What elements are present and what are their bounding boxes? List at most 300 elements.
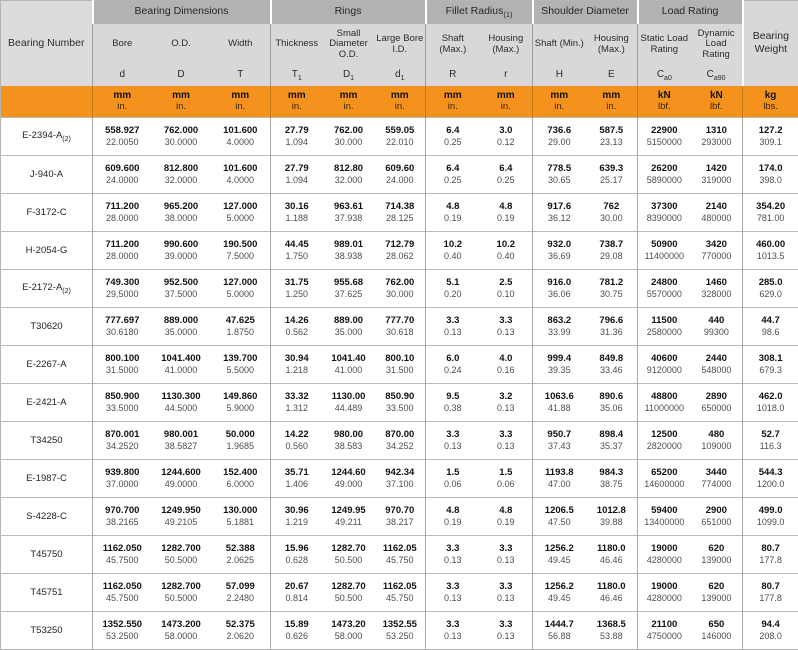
- metric-value: 850.900: [93, 391, 152, 403]
- inch-value: 33.5000: [93, 403, 152, 414]
- metric-value: 898.4: [586, 429, 638, 441]
- metric-value: 44.7: [743, 315, 798, 327]
- table-row: [1, 384, 798, 422]
- metric-value: 33.32: [271, 391, 323, 403]
- metric-value: 711.200: [93, 201, 152, 213]
- value-cell: [533, 574, 586, 612]
- inch-value: 35.37: [586, 441, 638, 452]
- inch-value: 28.125: [375, 213, 426, 224]
- inch-value: 31.500: [375, 365, 426, 376]
- table-row: [1, 422, 798, 460]
- value-cell: [586, 460, 638, 498]
- inch-value: 49.45: [533, 555, 586, 566]
- metric-value: 139.700: [211, 353, 271, 365]
- inch-value: 56.88: [533, 631, 586, 642]
- metric-value: 714.38: [375, 201, 426, 213]
- metric-value: 1282.700: [152, 543, 211, 555]
- value-cell: [271, 308, 323, 346]
- inch-value: 0.13: [480, 403, 533, 414]
- value-cell: [211, 384, 271, 422]
- inch-value: 650000: [691, 403, 743, 414]
- inch-value: 1013.5: [743, 251, 798, 262]
- inch-value: 30.00: [586, 213, 638, 224]
- value-cell: [480, 536, 533, 574]
- inch-value: 47.00: [533, 479, 586, 490]
- value-cell: [426, 232, 480, 270]
- inch-value: 319000: [691, 175, 743, 186]
- inch-value: 11400000: [638, 251, 691, 262]
- inch-value: 31.36: [586, 327, 638, 338]
- metric-value: 712.79: [375, 239, 426, 251]
- inch-value: 480000: [691, 213, 743, 224]
- inch-value: 50.5000: [152, 593, 211, 604]
- inch-value: 5890000: [638, 175, 691, 186]
- metric-value: 1162.050: [93, 581, 152, 593]
- metric-value: 639.3: [586, 163, 638, 175]
- value-cell: [743, 384, 798, 422]
- value-cell: [211, 460, 271, 498]
- inch-value: 33.500: [375, 403, 426, 414]
- value-cell: [93, 118, 152, 156]
- value-cell: [638, 156, 691, 194]
- metric-value: 26200: [638, 163, 691, 175]
- value-cell: [323, 498, 375, 536]
- metric-value: 3.3: [480, 581, 533, 593]
- inch-value: 4280000: [638, 593, 691, 604]
- inch-value: 38.583: [323, 441, 375, 452]
- bearing-number-text: J-940-A: [30, 169, 63, 180]
- inch-value: 398.0: [743, 175, 798, 186]
- symbol-R: R: [426, 66, 480, 86]
- metric-value: 980.00: [323, 429, 375, 441]
- inch-value: 1.312: [271, 403, 323, 414]
- value-cell: [533, 156, 586, 194]
- inch-value: 50.5000: [152, 555, 211, 566]
- metric-value: 1473.20: [323, 619, 375, 631]
- metric-value: 932.0: [533, 239, 586, 251]
- metric-value: 1180.0: [586, 543, 638, 555]
- col-header-width: Width: [211, 24, 271, 66]
- metric-value: 40600: [638, 353, 691, 365]
- symbol-r: r: [480, 66, 533, 86]
- value-cell: [638, 536, 691, 574]
- value-cell: [271, 118, 323, 156]
- inch-value: 34.252: [375, 441, 426, 452]
- value-cell: [93, 574, 152, 612]
- value-cell: [426, 612, 480, 650]
- inch-value: 33.99: [533, 327, 586, 338]
- bearing-number-text: T30620: [30, 321, 62, 332]
- value-cell: [93, 536, 152, 574]
- col-header-dynamic-load: Dynamic Load Rating: [691, 24, 743, 66]
- metric-value: 559.05: [375, 125, 426, 137]
- metric-value: 1460: [691, 277, 743, 289]
- value-cell: [323, 612, 375, 650]
- metric-value: 3.2: [480, 391, 533, 403]
- metric-value: 738.7: [586, 239, 638, 251]
- inch-value: 548000: [691, 365, 743, 376]
- col-header-housing-max-e: Housing (Max.): [586, 24, 638, 66]
- bearing-number-text: T45751: [30, 587, 62, 598]
- inch-value: 0.13: [426, 555, 480, 566]
- value-cell: [586, 574, 638, 612]
- metric-value: 990.600: [152, 239, 211, 251]
- unit-cell: kN lbf.: [638, 86, 691, 118]
- metric-value: 27.79: [271, 163, 323, 175]
- table-row: [1, 460, 798, 498]
- inch-value: 24.000: [375, 175, 426, 186]
- metric-value: 916.0: [533, 277, 586, 289]
- table-row: [1, 156, 798, 194]
- metric-value: 149.860: [211, 391, 271, 403]
- value-cell: [743, 270, 798, 308]
- inch-value: 0.20: [426, 289, 480, 300]
- group-label: Load Rating: [662, 5, 719, 17]
- inch-value: 293000: [691, 137, 743, 148]
- symbol-row: [1, 66, 798, 86]
- unit-cell: mm in.: [533, 86, 586, 118]
- unit-cell: mm in.: [323, 86, 375, 118]
- inch-value: 0.16: [480, 365, 533, 376]
- unit-cell: mm in.: [211, 86, 271, 118]
- inch-value: 35.06: [586, 403, 638, 414]
- value-cell: [586, 308, 638, 346]
- group-header-fillet-radius: [426, 1, 533, 24]
- inch-value: 1.750: [271, 251, 323, 262]
- metric-value: 3.0: [480, 125, 533, 137]
- value-cell: [426, 384, 480, 422]
- inch-value: 1.406: [271, 479, 323, 490]
- value-cell: [480, 194, 533, 232]
- inch-value: 22.010: [375, 137, 426, 148]
- inch-value: 5.5000: [211, 365, 271, 376]
- bearing-number-footnote: (2): [62, 136, 71, 143]
- metric-value: 781.2: [586, 277, 638, 289]
- value-cell: [691, 384, 743, 422]
- metric-value: 1162.05: [375, 543, 426, 555]
- inch-value: 1.219: [271, 517, 323, 528]
- inch-value: 32.000: [323, 175, 375, 186]
- metric-value: 1130.300: [152, 391, 211, 403]
- value-cell: [480, 498, 533, 536]
- value-cell: [152, 422, 211, 460]
- inch-value: 0.19: [426, 213, 480, 224]
- bearing-number-cell: [1, 346, 93, 384]
- metric-value: 1012.8: [586, 505, 638, 517]
- value-cell: [426, 194, 480, 232]
- value-cell: [152, 270, 211, 308]
- inch-value: 11000000: [638, 403, 691, 414]
- value-cell: [211, 232, 271, 270]
- value-cell: [152, 118, 211, 156]
- metric-value: 24800: [638, 277, 691, 289]
- metric-value: 3.3: [426, 619, 480, 631]
- metric-value: 1063.6: [533, 391, 586, 403]
- value-cell: [480, 270, 533, 308]
- metric-value: 3.3: [480, 543, 533, 555]
- unit-cell: mm in.: [426, 86, 480, 118]
- value-cell: [211, 612, 271, 650]
- table-row: [1, 270, 798, 308]
- inch-value: 30.6180: [93, 327, 152, 338]
- metric-value: 30.96: [271, 505, 323, 517]
- inch-value: 30.75: [586, 289, 638, 300]
- col-header-shaft-min: Shaft (Min.): [533, 24, 586, 66]
- inch-value: 5.0000: [211, 213, 271, 224]
- inch-value: 58.0000: [152, 631, 211, 642]
- inch-value: 2.0625: [211, 555, 271, 566]
- symbol-H: H: [533, 66, 586, 86]
- sub-header-row: [1, 24, 798, 66]
- metric-value: 127.2: [743, 125, 798, 137]
- metric-value: 955.68: [323, 277, 375, 289]
- metric-value: 1.5: [480, 467, 533, 479]
- value-cell: [480, 574, 533, 612]
- inch-value: 9120000: [638, 365, 691, 376]
- value-cell: [533, 422, 586, 460]
- value-cell: [533, 498, 586, 536]
- value-cell: [152, 536, 211, 574]
- metric-value: 6.0: [426, 353, 480, 365]
- inch-value: 30.000: [323, 137, 375, 148]
- inch-value: 14600000: [638, 479, 691, 490]
- value-cell: [375, 194, 426, 232]
- value-cell: [638, 118, 691, 156]
- inch-value: 5150000: [638, 137, 691, 148]
- inch-value: 0.19: [480, 517, 533, 528]
- table-row: [1, 498, 798, 536]
- metric-value: 1180.0: [586, 581, 638, 593]
- units-blank-cell: [1, 86, 93, 118]
- metric-value: 285.0: [743, 277, 798, 289]
- metric-value: 21100: [638, 619, 691, 631]
- value-cell: [152, 498, 211, 536]
- metric-value: 1352.55: [375, 619, 426, 631]
- metric-value: 10.2: [480, 239, 533, 251]
- group-header-bearing-dimensions: [93, 1, 271, 24]
- symbol-Ca90: $C_{a90}$: [691, 66, 743, 86]
- inch-value: 2.2480: [211, 593, 271, 604]
- table-row: [1, 118, 798, 156]
- value-cell: [480, 308, 533, 346]
- inch-value: 98.6: [743, 327, 798, 338]
- metric-value: 3420: [691, 239, 743, 251]
- inch-value: 38.2165: [93, 517, 152, 528]
- value-cell: [323, 308, 375, 346]
- value-cell: [375, 574, 426, 612]
- value-cell: [323, 270, 375, 308]
- metric-value: 609.60: [375, 163, 426, 175]
- value-cell: [375, 384, 426, 422]
- col-header-thickness: Thickness: [271, 24, 323, 66]
- value-cell: [93, 384, 152, 422]
- metric-value: 2900: [691, 505, 743, 517]
- value-cell: [211, 346, 271, 384]
- inch-value: 36.06: [533, 289, 586, 300]
- value-cell: [426, 422, 480, 460]
- inch-value: 24.0000: [93, 175, 152, 186]
- inch-value: 0.13: [480, 441, 533, 452]
- inch-value: 22.0050: [93, 137, 152, 148]
- value-cell: [93, 270, 152, 308]
- metric-value: 52.375: [211, 619, 271, 631]
- unit-cell: mm in.: [152, 86, 211, 118]
- value-cell: [638, 574, 691, 612]
- col-header-od: O.D.: [152, 24, 211, 66]
- group-header-load-rating: [638, 1, 743, 24]
- metric-value: 3.3: [426, 543, 480, 555]
- value-cell: [211, 498, 271, 536]
- value-cell: [691, 536, 743, 574]
- inch-value: 49.0000: [152, 479, 211, 490]
- inch-value: 0.628: [271, 555, 323, 566]
- value-cell: [480, 422, 533, 460]
- bearing-number-cell: [1, 270, 93, 308]
- value-cell: [691, 308, 743, 346]
- value-cell: [426, 270, 480, 308]
- inch-value: 37.625: [323, 289, 375, 300]
- metric-value: 952.500: [152, 277, 211, 289]
- inch-value: 1.094: [271, 175, 323, 186]
- metric-value: 1473.200: [152, 619, 211, 631]
- bearing-number-text: E-2394-A: [22, 130, 62, 141]
- symbol-T: T: [211, 66, 271, 86]
- inch-value: 1.188: [271, 213, 323, 224]
- inch-value: 0.19: [426, 517, 480, 528]
- metric-value: 620: [691, 543, 743, 555]
- inch-value: 0.40: [426, 251, 480, 262]
- metric-value: 499.0: [743, 505, 798, 517]
- value-cell: [533, 194, 586, 232]
- inch-value: 37.5000: [152, 289, 211, 300]
- metric-value: 1041.40: [323, 353, 375, 365]
- value-cell: [211, 308, 271, 346]
- metric-value: 6.4: [480, 163, 533, 175]
- value-cell: [586, 612, 638, 650]
- metric-value: 3.3: [480, 429, 533, 441]
- value-cell: [211, 270, 271, 308]
- value-cell: [375, 422, 426, 460]
- metric-value: 889.000: [152, 315, 211, 327]
- inch-value: 139000: [691, 555, 743, 566]
- metric-value: 14.26: [271, 315, 323, 327]
- metric-value: 1244.60: [323, 467, 375, 479]
- metric-value: 558.927: [93, 125, 152, 137]
- value-cell: [271, 156, 323, 194]
- unit-cell: mm in.: [480, 86, 533, 118]
- inch-value: 1.8750: [211, 327, 271, 338]
- metric-value: 1162.05: [375, 581, 426, 593]
- value-cell: [638, 460, 691, 498]
- table-row: [1, 346, 798, 384]
- inch-value: 53.250: [375, 631, 426, 642]
- value-cell: [375, 156, 426, 194]
- value-cell: [426, 156, 480, 194]
- metric-value: 2440: [691, 353, 743, 365]
- inch-value: 53.2500: [93, 631, 152, 642]
- value-cell: [375, 346, 426, 384]
- bearing-number-text: T45750: [30, 549, 62, 560]
- inch-value: 0.13: [426, 327, 480, 338]
- metric-value: 4.8: [426, 505, 480, 517]
- metric-value: 27.79: [271, 125, 323, 137]
- value-cell: [638, 346, 691, 384]
- inch-value: 0.10: [480, 289, 533, 300]
- metric-value: 970.700: [93, 505, 152, 517]
- table-row: [1, 194, 798, 232]
- inch-value: 29.5000: [93, 289, 152, 300]
- metric-value: 101.600: [211, 163, 271, 175]
- value-cell: [271, 346, 323, 384]
- metric-value: 1193.8: [533, 467, 586, 479]
- bearing-number-text: T34250: [30, 435, 62, 446]
- metric-value: 30.94: [271, 353, 323, 365]
- metric-value: 762: [586, 201, 638, 213]
- col-header-housing-max-r: Housing (Max.): [480, 24, 533, 66]
- inch-value: 36.69: [533, 251, 586, 262]
- metric-value: 762.00: [323, 125, 375, 137]
- value-cell: [271, 270, 323, 308]
- value-cell: [93, 498, 152, 536]
- metric-value: 19000: [638, 543, 691, 555]
- value-cell: [271, 232, 323, 270]
- inch-value: 309.1: [743, 137, 798, 148]
- inch-value: 651000: [691, 517, 743, 528]
- metric-value: 354.20: [743, 201, 798, 213]
- inch-value: 0.13: [480, 327, 533, 338]
- metric-value: 130.000: [211, 505, 271, 517]
- value-cell: [323, 536, 375, 574]
- metric-value: 963.61: [323, 201, 375, 213]
- metric-value: 1444.7: [533, 619, 586, 631]
- inch-value: 31.5000: [93, 365, 152, 376]
- value-cell: [375, 498, 426, 536]
- value-cell: [743, 346, 798, 384]
- bearing-number-cell: [1, 422, 93, 460]
- inch-value: 28.062: [375, 251, 426, 262]
- value-cell: [426, 498, 480, 536]
- metric-value: 440: [691, 315, 743, 327]
- value-cell: [691, 270, 743, 308]
- inch-value: 99300: [691, 327, 743, 338]
- value-cell: [691, 346, 743, 384]
- unit-cell: kN lbf.: [691, 86, 743, 118]
- value-cell: [426, 460, 480, 498]
- value-cell: [586, 156, 638, 194]
- inch-value: 1018.0: [743, 403, 798, 414]
- metric-value: 6.4: [426, 163, 480, 175]
- inch-value: 58.000: [323, 631, 375, 642]
- table-body: [1, 118, 798, 650]
- inch-value: 5570000: [638, 289, 691, 300]
- bearing-number-header: Bearing Number: [1, 1, 93, 86]
- inch-value: 41.000: [323, 365, 375, 376]
- value-cell: [323, 384, 375, 422]
- value-cell: [691, 232, 743, 270]
- metric-value: 5.1: [426, 277, 480, 289]
- inch-value: 0.25: [480, 175, 533, 186]
- inch-value: 5.1881: [211, 517, 271, 528]
- value-cell: [211, 574, 271, 612]
- value-cell: [93, 308, 152, 346]
- metric-value: 796.6: [586, 315, 638, 327]
- metric-value: 1282.70: [323, 543, 375, 555]
- metric-value: 308.1: [743, 353, 798, 365]
- metric-value: 980.001: [152, 429, 211, 441]
- bearing-number-cell: [1, 232, 93, 270]
- value-cell: [426, 346, 480, 384]
- value-cell: [211, 422, 271, 460]
